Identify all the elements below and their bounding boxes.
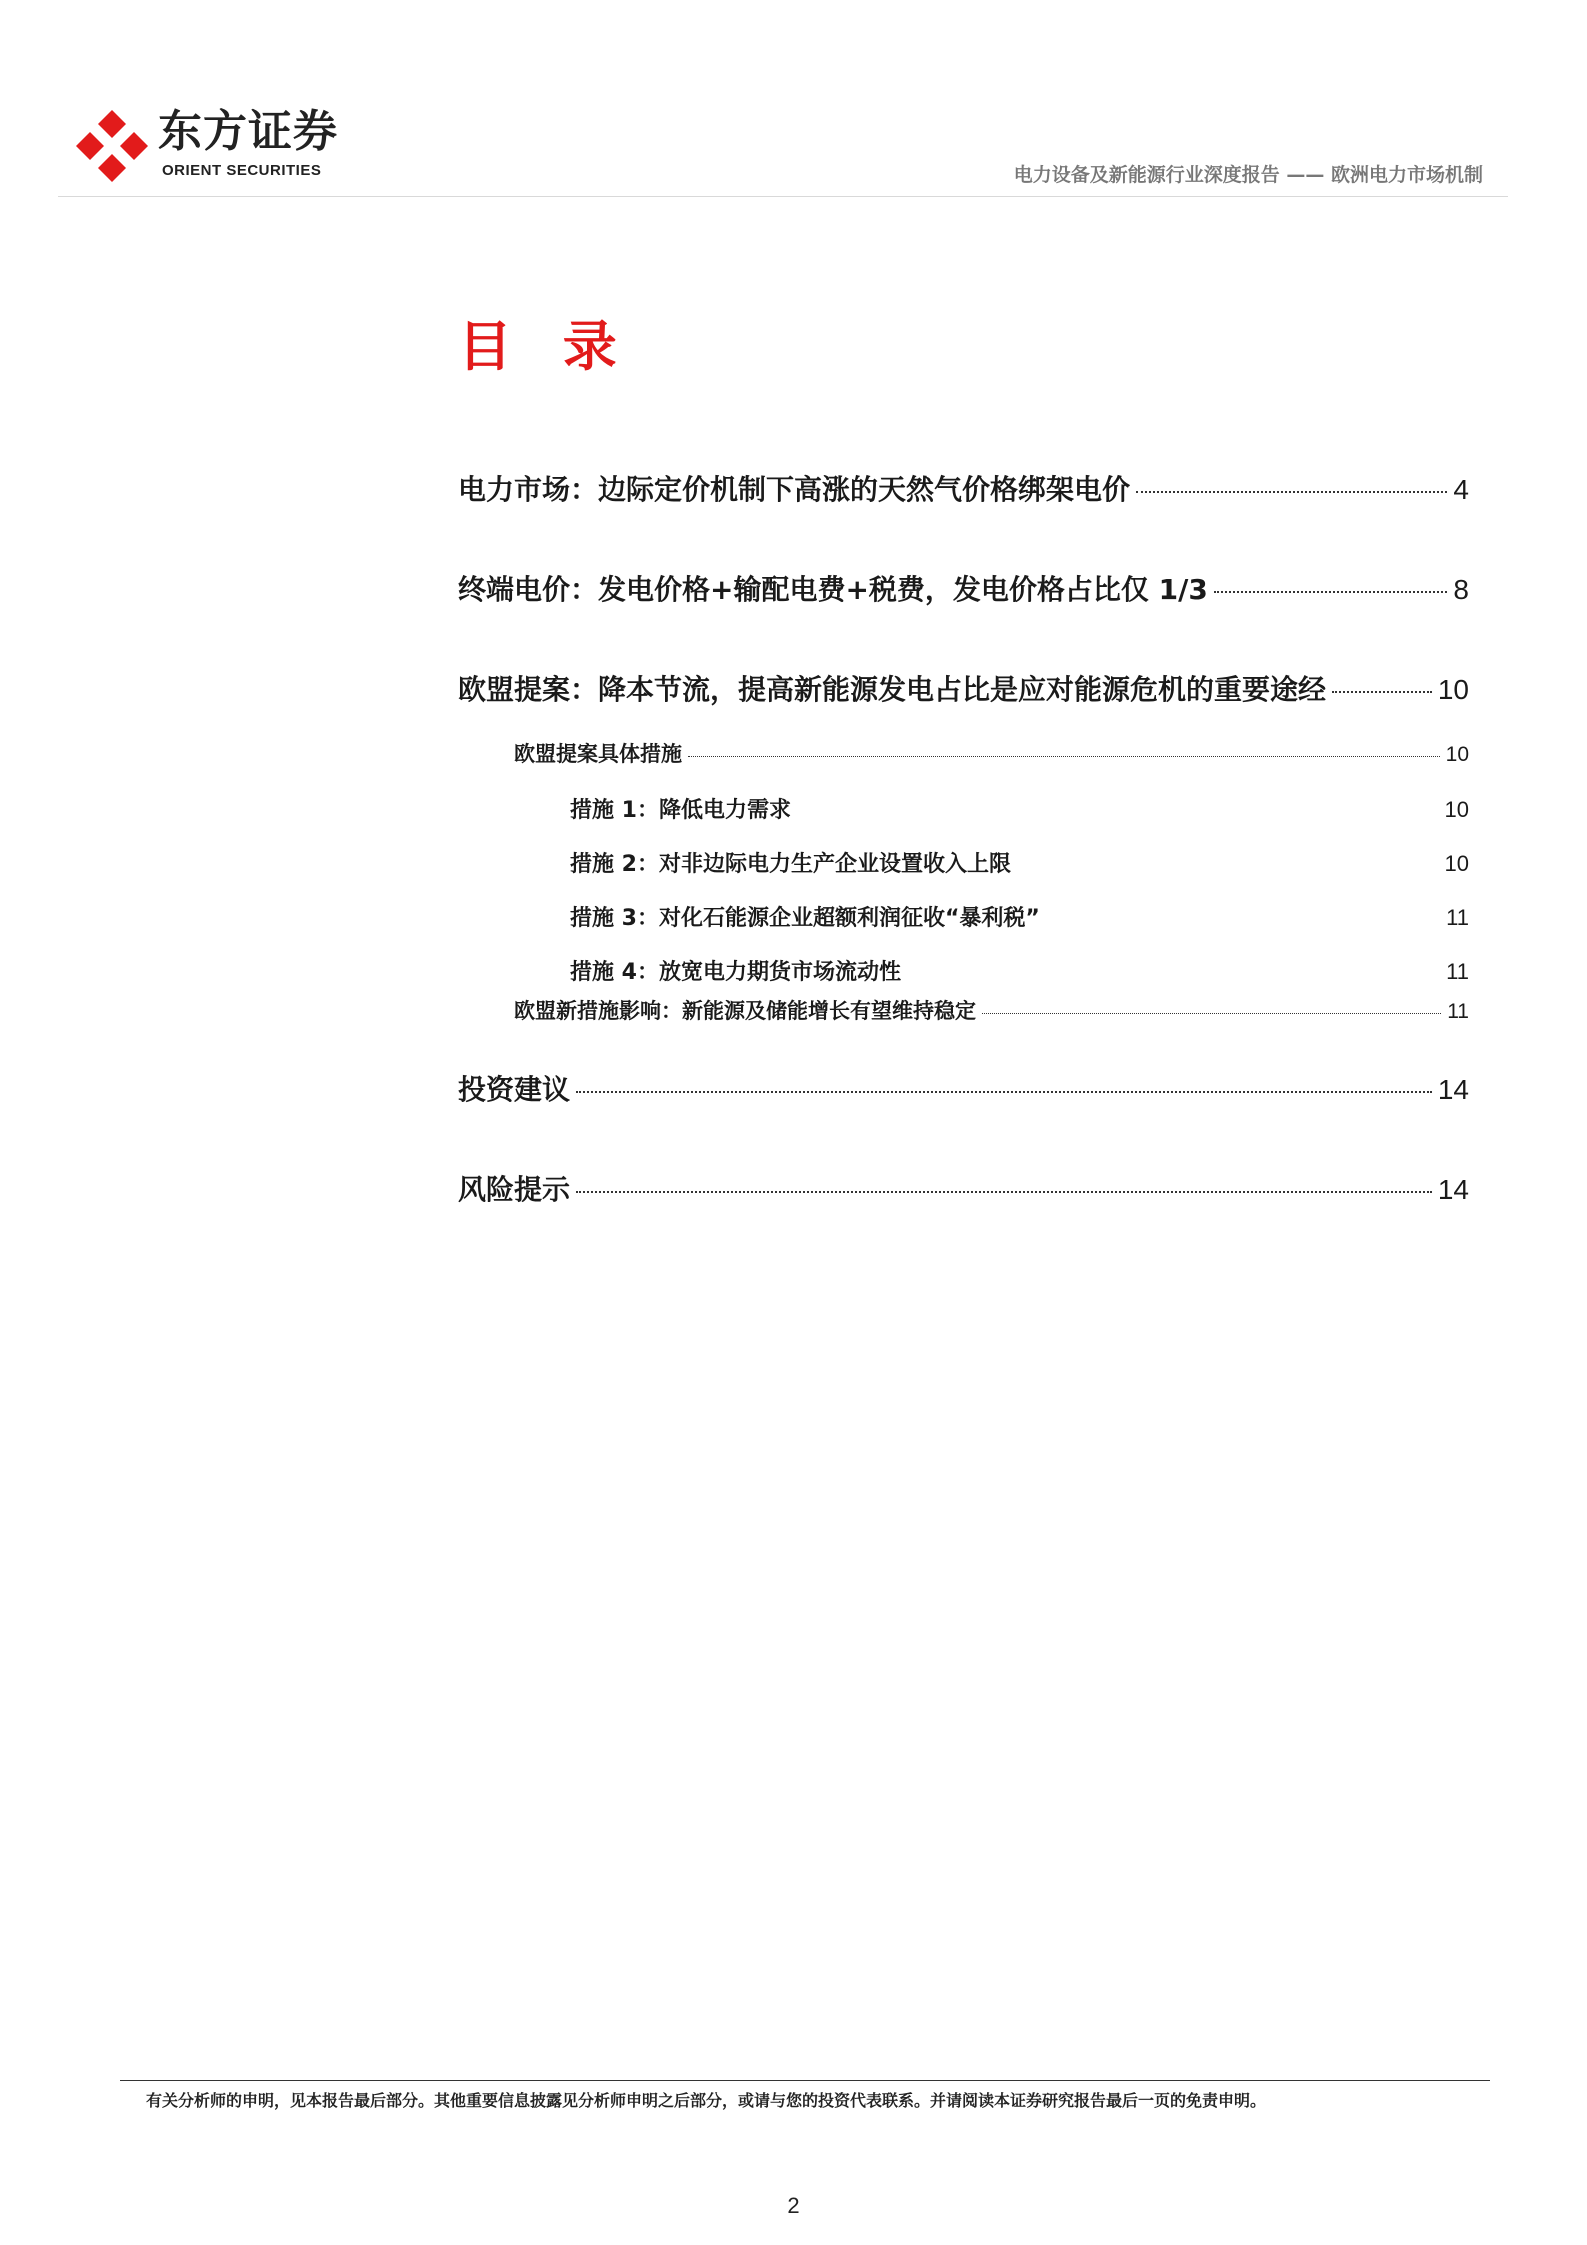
toc-entry[interactable] bbox=[458, 568, 1469, 608]
toc-entry-title: 措施 1：降低电力需求 bbox=[570, 798, 791, 823]
toc-entry-title: 欧盟提案具体措施 bbox=[514, 742, 682, 766]
toc-entry[interactable] bbox=[458, 1068, 1469, 1108]
toc-entry-page: 14 bbox=[1437, 1174, 1469, 1205]
toc-entry-page: 10 bbox=[1445, 743, 1469, 766]
toc-entry-title: 风险提示 bbox=[458, 1173, 571, 1206]
toc-title: 目 录 bbox=[458, 315, 633, 378]
toc-entry-title: 措施 4：放宽电力期货市场流动性 bbox=[570, 960, 901, 985]
toc-entry-page: 14 bbox=[1437, 1074, 1469, 1105]
toc-subentry[interactable] bbox=[514, 738, 1469, 768]
toc-leader-dots bbox=[982, 1013, 1441, 1014]
toc-leader-dots bbox=[1136, 491, 1447, 493]
toc-leader-dots bbox=[1214, 591, 1448, 593]
toc-subsubentry[interactable] bbox=[570, 793, 1469, 824]
toc-entry-page: 11 bbox=[1446, 905, 1469, 930]
toc-subsubentry[interactable] bbox=[570, 847, 1469, 878]
toc-entry[interactable] bbox=[458, 1168, 1469, 1208]
logo-chinese-name: 东方证券 bbox=[158, 106, 338, 157]
toc-entry-title: 措施 2：对非边际电力生产企业设置收入上限 bbox=[570, 852, 1011, 877]
toc-entry-title: 欧盟新措施影响：新能源及储能增长有望维持稳定 bbox=[514, 999, 976, 1023]
toc-entry-page: 10 bbox=[1437, 674, 1469, 705]
toc-subsubentry[interactable] bbox=[570, 955, 1469, 986]
header-divider bbox=[58, 196, 1508, 197]
toc-entry-page: 11 bbox=[1446, 959, 1469, 984]
toc-entry-title: 终端电价：发电价格+输配电费+税费，发电价格占比仅 1/3 bbox=[458, 573, 1208, 606]
page-header bbox=[0, 0, 1587, 200]
toc-entry[interactable] bbox=[458, 468, 1469, 508]
toc-entry-title: 欧盟提案：降本节流，提高新能源发电占比是应对能源危机的重要途经 bbox=[458, 673, 1327, 706]
report-title: 电力设备及新能源行业深度报告 —— 欧洲电力市场机制 bbox=[1013, 164, 1483, 186]
toc-subentry[interactable] bbox=[514, 995, 1469, 1025]
toc-leader-dots bbox=[688, 756, 1440, 757]
toc-leader-dots bbox=[576, 1091, 1432, 1093]
toc-subsubentry[interactable] bbox=[570, 901, 1469, 932]
footer-divider bbox=[120, 2080, 1490, 2081]
toc-entry-page: 10 bbox=[1444, 797, 1469, 822]
toc-entry[interactable] bbox=[458, 668, 1469, 708]
toc-leader-dots bbox=[576, 1191, 1432, 1193]
toc-entry-page: 4 bbox=[1453, 474, 1469, 505]
toc-entry-page: 11 bbox=[1447, 1000, 1469, 1023]
toc-entry-title: 措施 3：对化石能源企业超额利润征收“暴利税” bbox=[570, 906, 1040, 931]
toc-leader-dots bbox=[1332, 691, 1432, 693]
toc-entry-title: 投资建议 bbox=[458, 1073, 571, 1106]
logo-english-name: ORIENT SECURITIES bbox=[162, 162, 322, 179]
footer-disclaimer: 有关分析师的申明，见本报告最后部分。其他重要信息披露见分析师申明之后部分，或请与您的投资代表联系。并请阅读本证券研究报告最后一页的免责申明。 bbox=[146, 2091, 1267, 2110]
orient-securities-logo-icon bbox=[74, 108, 150, 184]
page-number: 2 bbox=[787, 2193, 800, 2218]
toc-entry-title: 电力市场：边际定价机制下高涨的天然气价格绑架电价 bbox=[458, 473, 1131, 506]
toc-entry-page: 10 bbox=[1444, 851, 1469, 876]
toc-entry-page: 8 bbox=[1453, 574, 1469, 605]
